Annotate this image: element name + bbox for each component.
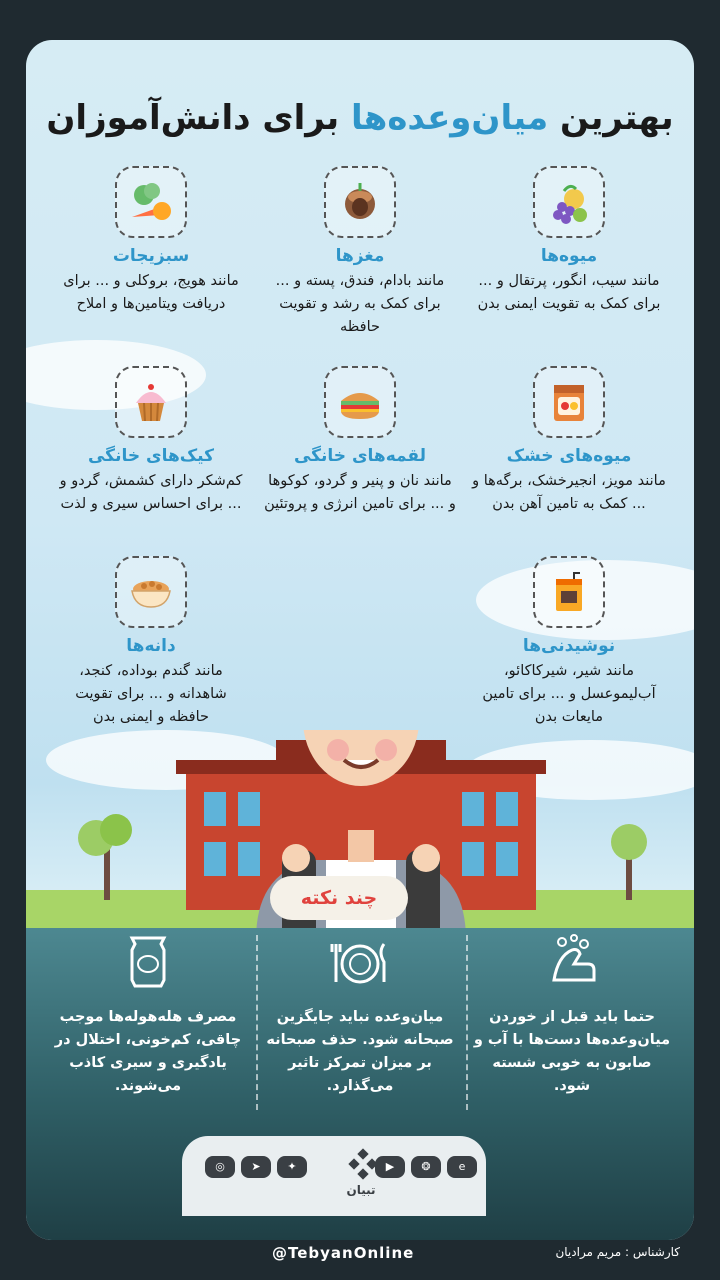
seeds-bowl-icon [115, 556, 187, 628]
hand-washing-icon [540, 930, 604, 994]
tip-divider [256, 935, 258, 1110]
item-title: میوه‌های خشک [506, 446, 632, 466]
brand-name: تبیان [346, 1183, 376, 1197]
item-title: لقمه‌های خانگی [293, 446, 427, 466]
title-part-1: بهترین [560, 98, 674, 138]
item-desc: مانند بادام، فندق، پسته و ... برای کمک به رشد و تقویت حافظه [275, 273, 445, 335]
tip-text: حتما باید قبل از خوردن میان‌وعده‌ها دست‌ها با آب و صابون به خوبی شسته شود. [473, 1009, 671, 1094]
item-title: سبزیجات [112, 246, 190, 266]
juice-box-icon [533, 556, 605, 628]
plate-cutlery-icon [328, 930, 392, 994]
title-accent: میان‌وعده‌ها [351, 98, 549, 138]
dried-fruit-pack-icon [533, 366, 605, 438]
item-desc: مانند هویج، بروکلی و ... برای دریافت ویتامین‌ها و املاح [63, 273, 239, 312]
snack-item-dried-fruits [464, 366, 674, 516]
snack-item-homemade-cake [46, 366, 256, 516]
tip-junk-food [48, 930, 248, 1098]
snack-item-homemade-sandwich [255, 366, 465, 516]
vegetables-icon [115, 166, 187, 238]
item-title: کیک‌های خانگی [87, 446, 214, 466]
item-title: نوشیدنی‌ها [522, 636, 616, 656]
aparat-icon[interactable]: ❂ [411, 1156, 441, 1178]
tree [611, 824, 647, 900]
snack-item-seeds [46, 556, 256, 729]
twitter-icon[interactable]: ✦ [277, 1156, 307, 1178]
item-desc: کم‌شکر دارای کشمش، گردو و ... برای احساس سیری و لذت [59, 473, 243, 512]
eitaa-icon[interactable]: e [447, 1156, 477, 1178]
snack-item-vegetables [46, 166, 256, 316]
item-title: مغزها [335, 246, 385, 266]
youtube-icon[interactable]: ▶ [375, 1156, 405, 1178]
snack-item-fruits [464, 166, 674, 316]
snack-item-drinks [464, 556, 674, 729]
item-desc: مانند شیر، شیرکاکائو، آب‌لیموعسل و ... برای تامین مایعات بدن [482, 663, 656, 725]
nuts-icon [324, 166, 396, 238]
tip-text: میان‌وعده نباید جایگزین صبحانه شود. حذف صبحانه بر میزان تمرکز تاثیر می‌گذارد. [266, 1009, 454, 1094]
item-desc: مانند گندم بوداده، کنجد، شاهدانه و ... برای تقویت حافظه و ایمنی بدن [75, 663, 227, 725]
sandwich-icon [324, 366, 396, 438]
social-handle[interactable]: @TebyanOnline [272, 1244, 415, 1262]
snack-item-nuts [255, 166, 465, 339]
expert-credit: کارشناس : مریم مرادیان [555, 1245, 680, 1259]
tip-text: مصرف هله‌هوله‌ها موجب چاقی، کم‌خونی، اختلال در یادگیری و سیری کاذب می‌شوند. [54, 1009, 242, 1094]
tree [78, 814, 132, 900]
tip-breakfast [260, 930, 460, 1098]
tebyan-logo-icon [346, 1148, 380, 1182]
page-title [26, 98, 694, 138]
item-desc: مانند سیب، انگور، پرتقال و ... برای کمک به تقویت ایمنی بدن [477, 273, 661, 312]
item-desc: مانند نان و پنیر و گردو، کوکوها و ... برای تامین انرژی و پروتئین [264, 473, 456, 512]
tips-heading: چند نکته [270, 876, 408, 920]
tip-divider [466, 935, 468, 1110]
title-part-2: برای دانش‌آموزان [46, 98, 340, 138]
cupcake-icon [115, 366, 187, 438]
telegram-icon[interactable]: ➤ [241, 1156, 271, 1178]
chips-bag-icon [116, 930, 180, 994]
item-title: میوه‌ها [540, 246, 598, 266]
tip-hand-washing [472, 930, 672, 1098]
item-desc: مانند مویز، انجیرخشک، برگه‌ها و ... کمک به تامین آهن بدن [472, 473, 666, 512]
fruit-basket-icon [533, 166, 605, 238]
item-title: دانه‌ها [126, 636, 176, 656]
instagram-icon[interactable]: ◎ [205, 1156, 235, 1178]
